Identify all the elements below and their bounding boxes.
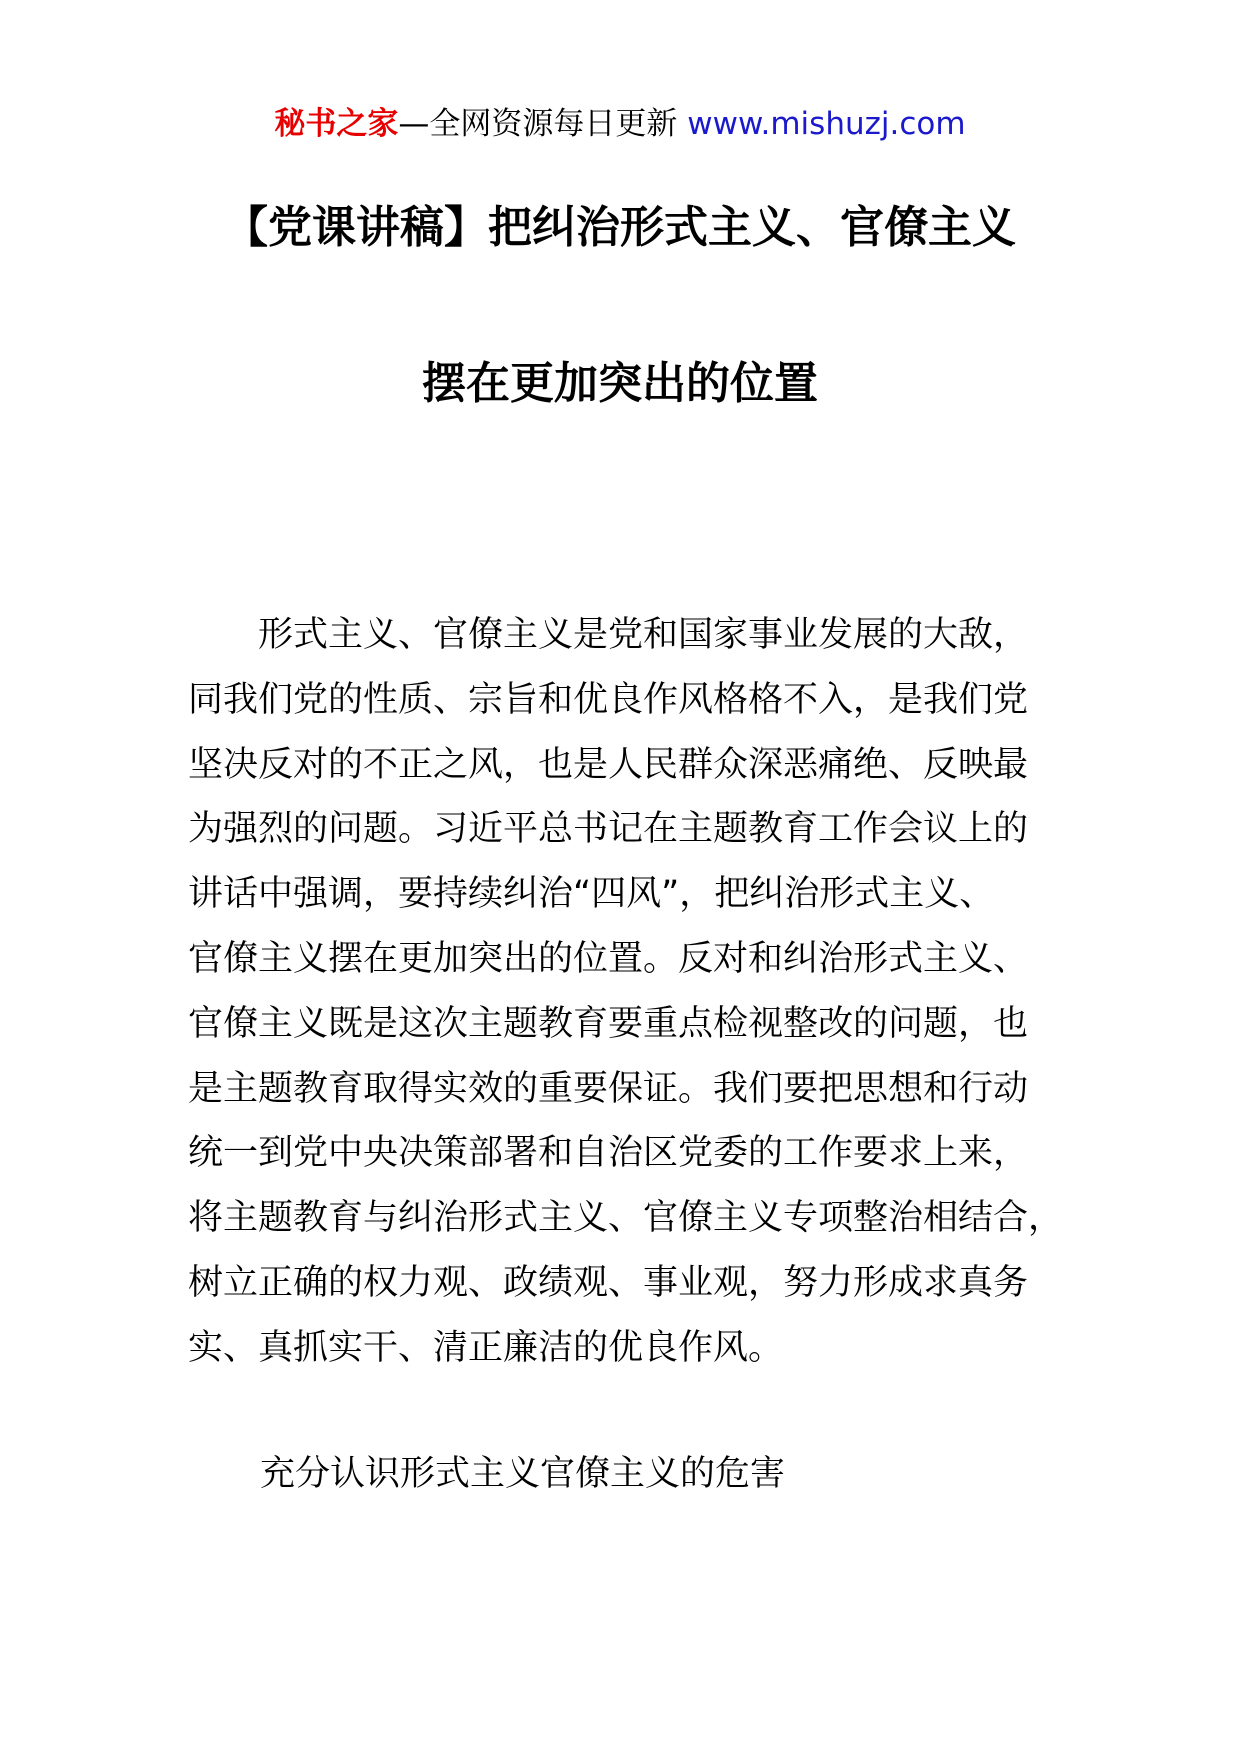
paragraph-line: 形式主义、官僚主义是党和国家事业发展的大敌， — [258, 615, 1029, 655]
header-tagline: —全网资源每日更新 — [398, 106, 678, 142]
paragraph-line: 是主题教育取得实效的重要保证。我们要把思想和行动 — [188, 1068, 1029, 1109]
paragraph-line: 讲话中强调，要持续纠治“四风”，把纠治形式主义、 — [188, 874, 995, 915]
paragraph-line: 将主题教育与纠治形式主义、官僚主义专项整治相结合， — [188, 1198, 1064, 1239]
document-title-line-2: 摆在更加突出的位置 — [422, 358, 818, 409]
site-url-link[interactable]: www.mishuzj.com — [687, 106, 966, 142]
paragraph-line: 实、真抓实干、清正廉洁的优良作风。 — [188, 1327, 784, 1368]
paragraph-line: 同我们党的性质、宗旨和优良作风格格不入，是我们党 — [188, 679, 1029, 720]
paragraph-line: 树立正确的权力观、政绩观、事业观，努力形成求真务 — [188, 1262, 1029, 1303]
paragraph-line: 统一到党中央决策部署和自治区党委的工作要求上来， — [188, 1133, 1029, 1174]
brand-name: 秘书之家 — [274, 106, 399, 142]
document-title-line-1: 【党课讲稿】把纠治形式主义、官僚主义 — [224, 202, 1016, 253]
site-header — [0, 104, 1240, 144]
paragraph-line: 官僚主义既是这次主题教育要重点检视整改的问题，也 — [188, 1003, 1029, 1044]
paragraph-line: 为强烈的问题。习近平总书记在主题教育工作会议上的 — [188, 809, 1029, 850]
paragraph-line: 官僚主义摆在更加突出的位置。反对和纠治形式主义、 — [188, 938, 1029, 979]
paragraph-line: 坚决反对的不正之风，也是人民群众深恶痛绝、反映最 — [188, 744, 1029, 785]
section-subheading: 充分认识形式主义官僚主义的危害 — [260, 1454, 786, 1494]
body-paragraph — [188, 603, 1088, 1381]
